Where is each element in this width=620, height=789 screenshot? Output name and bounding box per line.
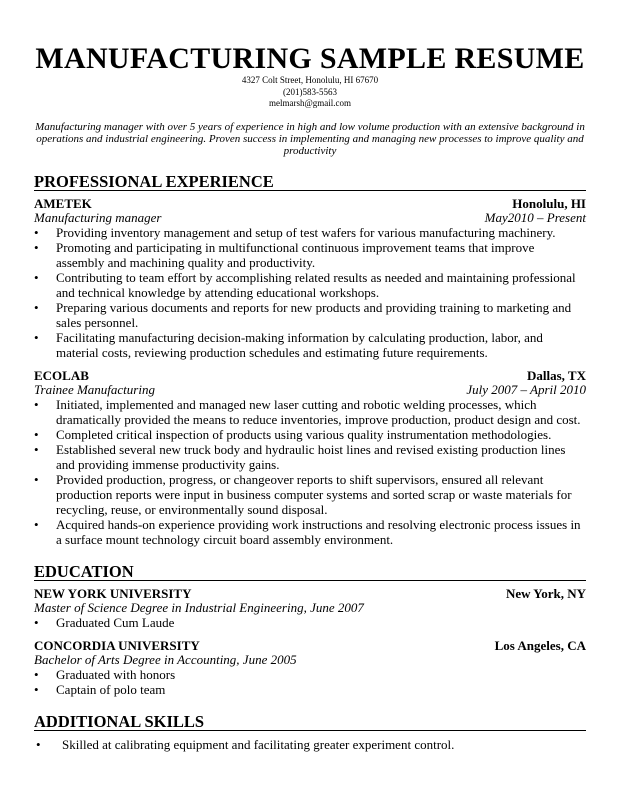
job-bullets xyxy=(34,397,586,547)
bullet-item: • Preparing various documents and reports for new products and providing training to marketing and sales personnel. xyxy=(34,300,586,330)
job-location: Honolulu, HI xyxy=(512,195,586,211)
bullet-item: • Skilled at calibrating equipment and facilitating greater experiment control. xyxy=(36,737,586,752)
school-location: New York, NY xyxy=(505,585,586,601)
skills-bullets xyxy=(34,737,586,752)
job-dates: May2010 – Present xyxy=(484,209,586,225)
bullet-item: • Captain of polo team xyxy=(34,682,586,697)
contact-address: 4327 Colt Street, Honolulu, HI 67670 xyxy=(241,75,379,85)
bullet-item: • Graduated Cum Laude xyxy=(34,615,586,630)
school-bullets xyxy=(34,667,586,697)
job-company: ECOLAB xyxy=(34,367,89,383)
job-bullets xyxy=(34,225,586,360)
school-name: CONCORDIA UNIVERSITY xyxy=(34,637,200,653)
bullet-item: • Providing inventory management and setup of test wafers for various manufacturing machinery. xyxy=(34,225,586,240)
job-location: Dallas, TX xyxy=(527,367,586,383)
job-role: Manufacturing manager xyxy=(34,209,162,225)
bullet-item: • Contributing to team effort by accomplishing related results as needed and maintaining professional and technical knowledge by attending educational workshops. xyxy=(34,270,586,300)
contact-block xyxy=(34,75,586,110)
skills-heading: ADDITIONAL SKILLS xyxy=(34,713,586,731)
job-company: AMETEK xyxy=(34,195,92,211)
bullet-item: • Established several new truck body and hydraulic hoist lines and revised existing production lines and providing immense productivity gains. xyxy=(34,442,586,472)
bullet-item: • Provided production, progress, or changeover reports to shift supervisors, ensured all relevant production reports were input in business computer systems and sorted scrap or waste materials for recycling, reuse, or environmentally sound disposal. xyxy=(34,472,586,517)
school-bullets xyxy=(34,615,586,630)
bullet-item: • Graduated with honors xyxy=(34,667,586,682)
school-location: Los Angeles, CA xyxy=(494,637,586,653)
resume-title: MANUFACTURING SAMPLE RESUME xyxy=(35,42,585,75)
school-degree: Master of Science Degree in Industrial Engineering, June 2007 xyxy=(34,599,364,615)
job-role: Trainee Manufacturing xyxy=(34,381,155,397)
bullet-item: • Promoting and participating in multifunctional continuous improvement teams that improve assembly and machining quality and productivity. xyxy=(34,240,586,270)
experience-heading: PROFESSIONAL EXPERIENCE xyxy=(34,173,586,191)
job-entry xyxy=(34,368,586,547)
education-entry xyxy=(34,586,586,630)
bullet-item: • Facilitating manufacturing decision-making information by calculating production, labor, and material costs, reviewing production schedules and estimating future requirements. xyxy=(34,330,586,360)
school-degree: Bachelor of Arts Degree in Accounting, June 2005 xyxy=(34,651,297,667)
job-entry xyxy=(34,196,586,360)
education-entry xyxy=(34,638,586,697)
contact-email: melmarsh@gmail.com xyxy=(268,98,352,108)
education-heading: EDUCATION xyxy=(34,563,586,581)
contact-phone: (201)583-5563 xyxy=(283,86,337,97)
bullet-item: • Completed critical inspection of products using various quality instrumentation methodologies. xyxy=(34,427,586,442)
bullet-item: • Initiated, implemented and managed new laser cutting and robotic welding processes, which dramatically provided the means to reduce inventories, improve production, product design and cost. xyxy=(34,397,586,427)
school-name: NEW YORK UNIVERSITY xyxy=(34,585,192,601)
bullet-item: • Acquired hands-on experience providing work instructions and resolving electronic process issues in a surface mount technology circuit board assembly environment. xyxy=(34,517,586,547)
job-dates: July 2007 – April 2010 xyxy=(466,381,586,397)
summary-paragraph: Manufacturing manager with over 5 years of experience in high and low volume production with an extensive background in operations and industrial engineering. Proven success in implementing and managing new processes to improve quality and productivity xyxy=(35,120,585,157)
